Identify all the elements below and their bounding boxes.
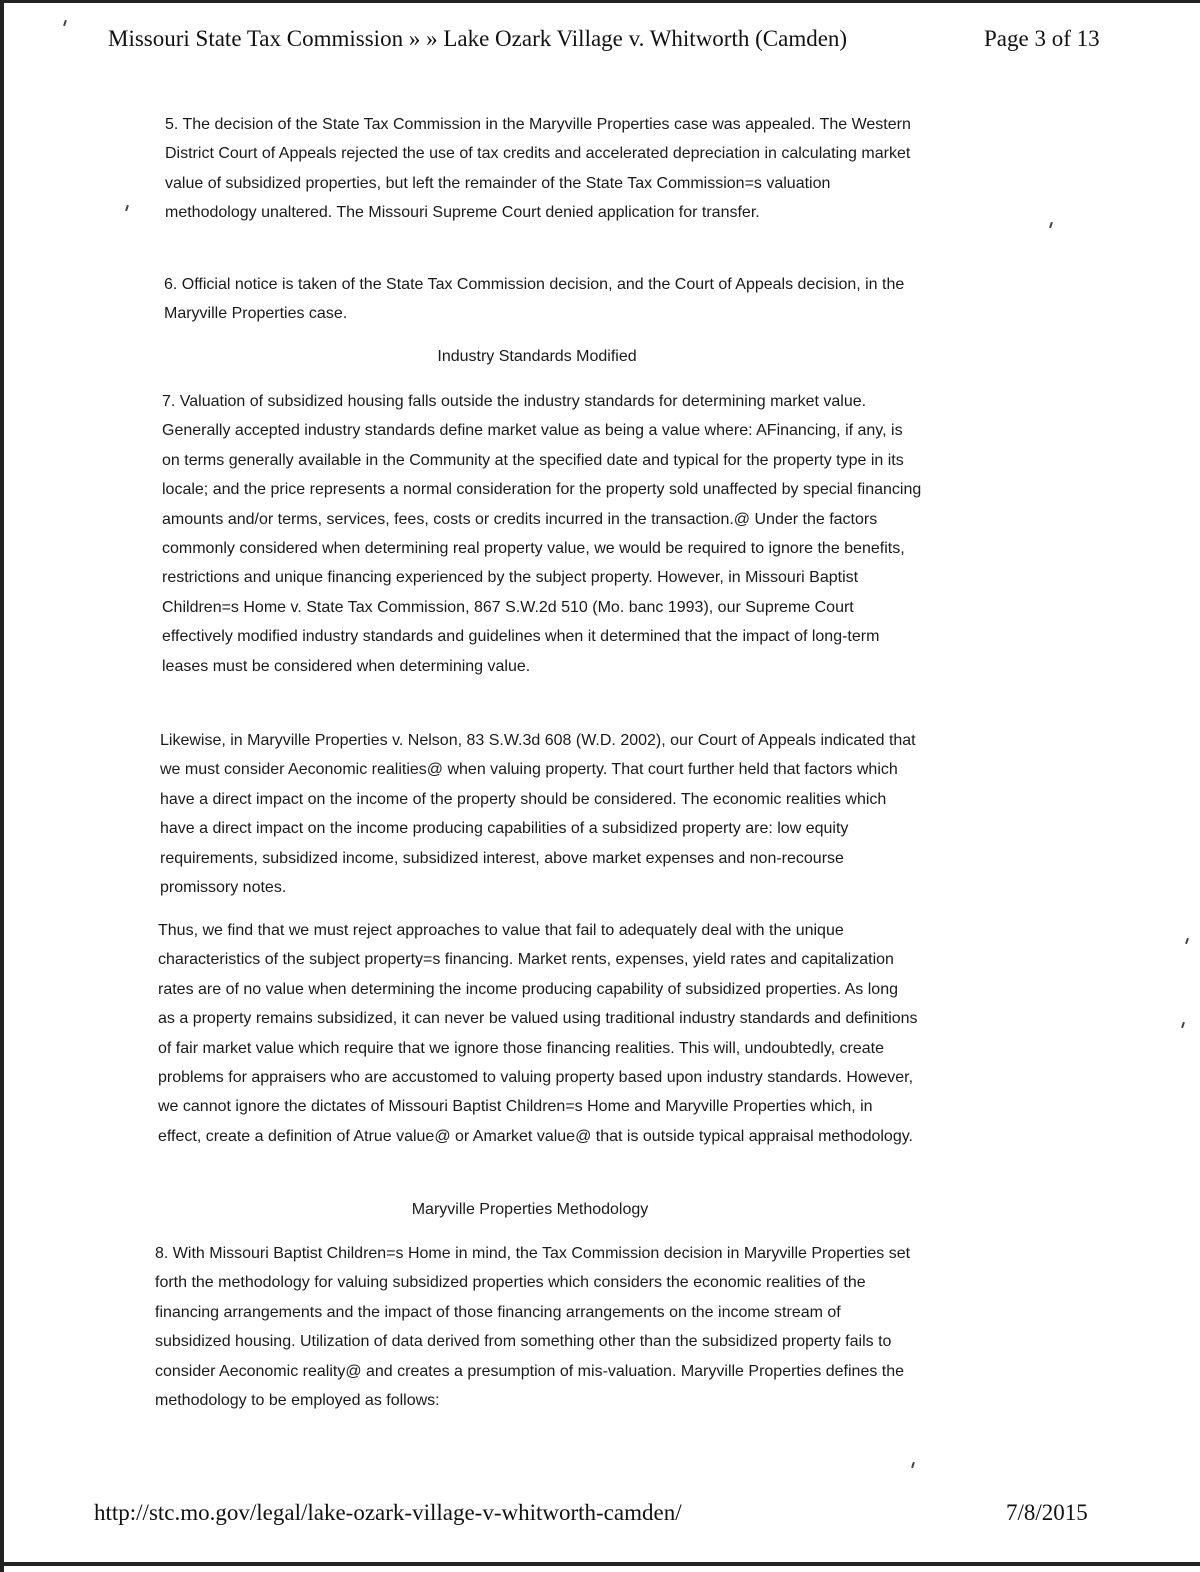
page-number: Page 3 of 13 [984, 26, 1100, 51]
section-heading-industry-standards: Industry Standards Modified [437, 348, 637, 365]
scan-speck [1181, 1022, 1185, 1028]
footer-url: http://stc.mo.gov/legal/lake-ozark-village-v-whitworth-camden/ [94, 1500, 682, 1525]
paragraph-thus: Thus, we find that we must reject approaches to value that fail to adequately deal with the unique characteristics of the subject property=s financing. Market rents, expenses, yield rates and capitalization rates are of no value when determining the income producing capability of subsidized properties. As long as a property remains subsidized, it can never be valued using traditional industry standards and definitions of fair market value which require that we ignore those financing realities. This will, undoubtedly, create problems for appraisers who are accustomed to valuing property based upon industry standards. However, we cannot ignore the dictates of Missouri Baptist Children=s Home and Maryville Properties which, in effect, create a definition of Atrue value@ or Amarket value@ that is outside typical appraisal methodology. [158, 922, 918, 1145]
paragraph-6: 6. Official notice is taken of the State Tax Commission decision, and the Court of Appeals decision, in the Maryville Properties case. [164, 276, 905, 323]
scan-speck [125, 205, 129, 211]
scan-speck [1049, 222, 1053, 228]
footer-date: 7/8/2015 [1006, 1500, 1088, 1525]
scan-border-bottom [0, 1562, 1200, 1566]
scan-speck [1185, 938, 1189, 944]
paragraph-8: 8. With Missouri Baptist Children=s Home in mind, the Tax Commission decision in Maryville Properties set forth the methodology for valuing subsidized properties which considers the economic realities of the financing arrangements and the impact of those financing arrangements on the income stream of subsidized housing. Utilization of data derived from something other than the subsidized property fails to consider Aeconomic reality@ and creates a presumption of mis-valuation. Maryville Properties defines the methodology to be employed as follows: [155, 1245, 911, 1410]
section-heading-maryville-methodology: Maryville Properties Methodology [411, 1201, 649, 1218]
scan-border-top [0, 0, 1200, 3]
scan-speck [63, 20, 67, 26]
page-header-title: Missouri State Tax Commission » » Lake Ozark Village v. Whitworth (Camden) [108, 26, 848, 51]
paragraph-likewise: Likewise, in Maryville Properties v. Nelson, 83 S.W.3d 608 (W.D. 2002), our Court of Appeals indicated that we must consider Aeconomic realities@ when valuing property. That court further held that factors which have a direct impact on the income of the property should be considered. The economic realities which have a direct impact on the income producing capabilities of a subsidized property are: low equity requirements, subsidized income, subsidized interest, above market expenses and non-recourse promissory notes. [160, 732, 916, 897]
scan-border-left [0, 0, 4, 1572]
scan-speck [911, 1462, 915, 1468]
paragraph-7: 7. Valuation of subsidized housing falls outside the industry standards for determining market value. Generally accepted industry standards define market value as being a value where: AFinancing, if any, is on terms generally available in the Community at the specified date and typical for the property type in its locale; and the price represents a normal consideration for the property sold unaffected by special financing amounts and/or terms, services, fees, costs or credits incurred in the transaction.@ Under the factors commonly considered when determining real property value, we would be required to ignore the benefits, restrictions and unique financing experienced by the subject property. However, in Missouri Baptist Children=s Home v. State Tax Commission, 867 S.W.2d 510 (Mo. banc 1993), our Supreme Court effectively modified industry standards and guidelines when it determined that the impact of long-term leases must be considered when determining value. [162, 393, 922, 675]
paragraph-5: 5. The decision of the State Tax Commission in the Maryville Properties case was appealed. The Western District Court of Appeals rejected the use of tax credits and accelerated depreciation in calculating market value of subsidized properties, but left the remainder of the State Tax Commission=s valuation methodology unaltered. The Missouri Supreme Court denied application for transfer. [165, 116, 911, 222]
